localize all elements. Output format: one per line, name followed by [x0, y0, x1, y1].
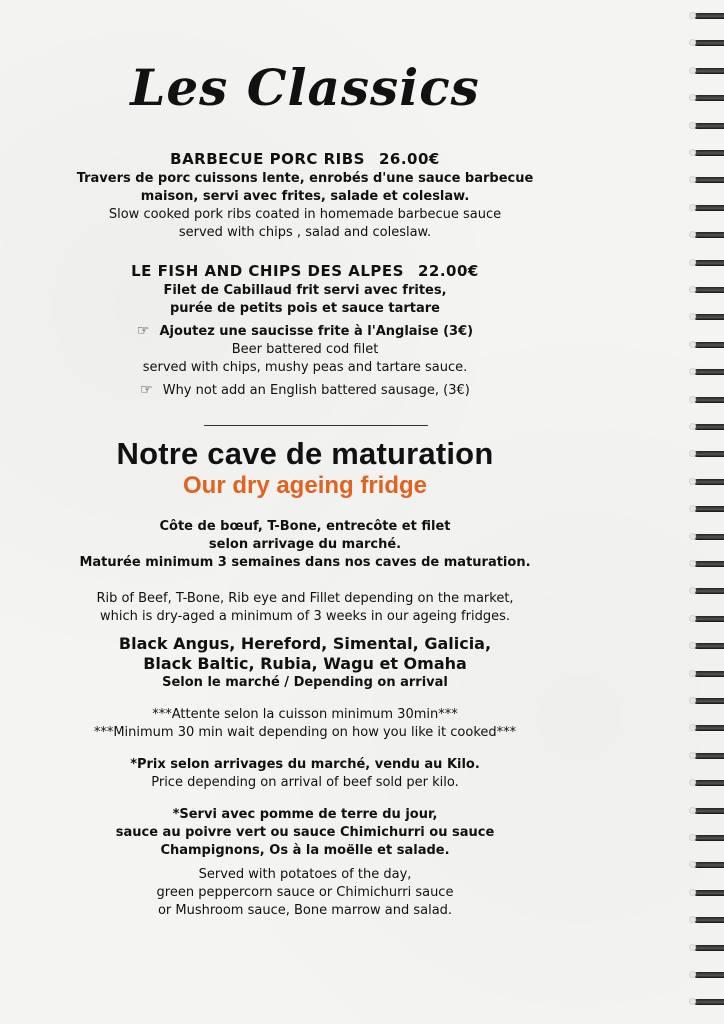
spiral-ring	[690, 722, 724, 734]
desc-line: green peppercorn sauce or Chimichurri sauce	[156, 885, 454, 900]
desc-line: Slow cooked pork ribs coated in homemade barbecue sauce	[108, 207, 502, 222]
spiral-ring	[690, 174, 724, 186]
dish-name: BARBECUE PORC RIBS	[170, 150, 365, 168]
spiral-ring	[690, 585, 724, 597]
spiral-ring	[690, 120, 724, 132]
desc-line: Travers de porc cuissons lente, enrobés d'une sauce barbecue	[76, 171, 534, 186]
spiral-ring	[690, 859, 724, 871]
spiral-ring	[690, 202, 724, 214]
page-title: Les Classics	[130, 58, 480, 117]
section-divider	[204, 425, 428, 426]
spiral-ring	[690, 832, 724, 844]
price-note	[0, 756, 610, 792]
spiral-ring	[690, 942, 724, 954]
pointing-hand-icon: ☞	[136, 323, 150, 339]
desc-line: served with chips, mushy peas and tartare sauce.	[142, 360, 468, 375]
cave-desc-fr	[0, 518, 610, 572]
spiral-ring	[690, 695, 724, 707]
spiral-ring	[690, 777, 724, 789]
spiral-ring	[690, 613, 724, 625]
cave-section	[0, 436, 610, 920]
served-fr	[0, 806, 610, 860]
dish-desc-fr	[0, 170, 610, 206]
spiral-ring	[690, 147, 724, 159]
dish-ribs	[0, 150, 610, 242]
spiral-ring	[690, 503, 724, 515]
dish-desc-en	[0, 341, 610, 377]
pointing-hand-icon: ☞	[140, 382, 153, 398]
cave-desc-en	[0, 590, 610, 626]
desc-line: Served with potatoes of the day,	[198, 867, 412, 882]
addon-text: Why not add an English battered sausage, (3€)	[162, 383, 470, 398]
spiral-ring	[690, 339, 724, 351]
section-title: Notre cave de maturation	[116, 436, 494, 471]
dish-desc-fr	[0, 282, 610, 318]
spiral-ring	[690, 284, 724, 296]
spiral-ring	[690, 640, 724, 652]
dish-price: 26.00€	[378, 150, 440, 168]
dish-price: 22.00€	[417, 262, 479, 280]
section-subtitle: Our dry ageing fridge	[182, 472, 428, 499]
desc-line: served with chips , salad and coleslaw.	[178, 225, 432, 240]
dish-name: LE FISH AND CHIPS DES ALPES	[131, 262, 404, 280]
dish-title	[0, 262, 610, 280]
spiral-ring	[690, 65, 724, 77]
desc-line: or Mushroom sauce, Bone marrow and salad.	[157, 903, 453, 918]
price-en: Price depending on arrival of beef sold per kilo.	[151, 775, 459, 790]
dish-title	[0, 150, 610, 168]
spiral-ring	[690, 421, 724, 433]
wait-note	[0, 706, 610, 742]
desc-line: *Servi avec pomme de terre du jour,	[172, 807, 438, 822]
spiral-ring	[690, 37, 724, 49]
spiral-binding	[684, 0, 724, 1024]
breeds-list	[0, 634, 610, 674]
spiral-ring	[690, 887, 724, 899]
desc-line: Champignons, Os à la moëlle et salade.	[160, 843, 450, 858]
spiral-ring	[690, 92, 724, 104]
desc-line: sauce au poivre vert ou sauce Chimichurri ou sauce	[115, 825, 495, 840]
desc-line: Maturée minimum 3 semaines dans nos caves de maturation.	[79, 555, 531, 570]
desc-line: which is dry-aged a minimum of 3 weeks in our ageing fridges.	[100, 609, 510, 624]
addon-en	[0, 381, 610, 400]
desc-line: Filet de Cabillaud frit servi avec frites,	[163, 283, 447, 298]
spiral-ring	[690, 914, 724, 926]
spiral-ring	[690, 366, 724, 378]
served-en	[0, 866, 610, 920]
desc-line: Rib of Beef, T-Bone, Rib eye and Fillet depending on the market,	[96, 591, 514, 606]
spiral-ring	[690, 229, 724, 241]
desc-line: selon arrivage du marché.	[208, 537, 402, 552]
dish-fish-and-chips	[0, 262, 610, 400]
wait-en: ***Minimum 30 min wait depending on how you like it cooked***	[93, 725, 517, 740]
desc-line: purée de petits pois et sauce tartare	[170, 301, 440, 316]
spiral-ring	[690, 805, 724, 817]
addon-text: Ajoutez une saucisse frite à l'Anglaise (3€)	[159, 324, 474, 339]
spiral-ring	[690, 476, 724, 488]
breeds-line: Black Baltic, Rubia, Wagu et Omaha	[143, 654, 467, 673]
spiral-ring	[690, 311, 724, 323]
spiral-ring	[690, 996, 724, 1008]
desc-line: Côte de bœuf, T-Bone, entrecôte et filet	[159, 519, 451, 534]
spiral-ring	[690, 750, 724, 762]
addon-fr	[0, 322, 610, 341]
spiral-ring	[690, 257, 724, 269]
desc-line: Beer battered cod filet	[231, 342, 379, 357]
spiral-ring	[690, 558, 724, 570]
spiral-ring	[690, 10, 724, 22]
spiral-ring	[690, 448, 724, 460]
spiral-ring	[690, 394, 724, 406]
spiral-ring	[690, 531, 724, 543]
breeds-line: Black Angus, Hereford, Simental, Galicia,	[118, 634, 492, 653]
spiral-ring	[690, 668, 724, 680]
wait-fr: ***Attente selon la cuisson minimum 30min***	[152, 707, 458, 722]
desc-line: maison, servi avec frites, salade et coleslaw.	[140, 189, 470, 204]
arrival-note: Selon le marché / Depending on arrival	[162, 675, 448, 690]
spiral-ring	[690, 969, 724, 981]
dish-desc-en	[0, 206, 610, 242]
price-fr: *Prix selon arrivages du marché, vendu au Kilo.	[130, 757, 480, 772]
